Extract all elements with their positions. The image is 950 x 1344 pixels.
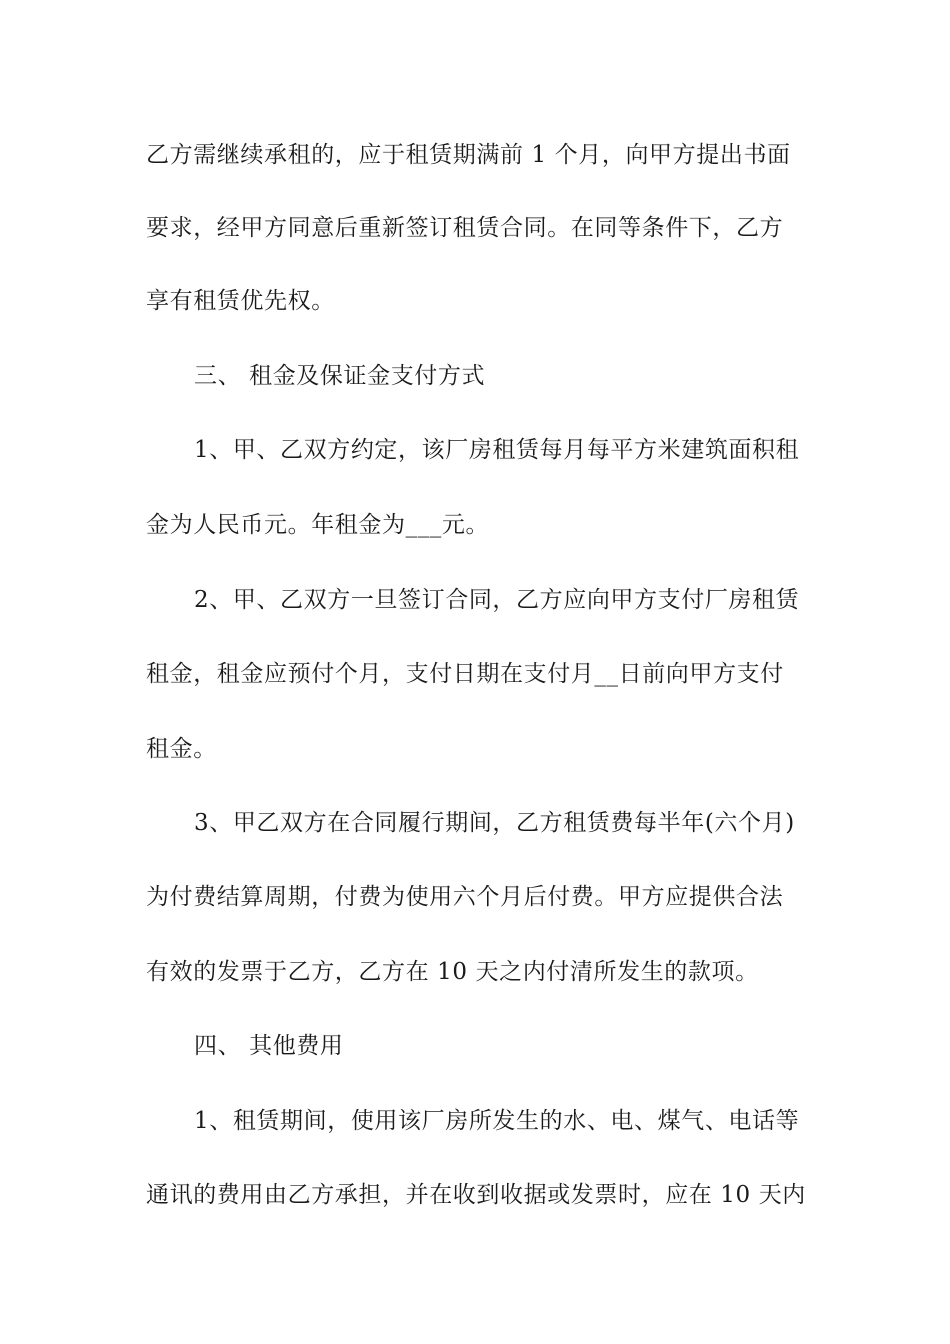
clause-3-3: 3、甲乙双方在合同履行期间，乙方租赁费每半年(六个月) xyxy=(194,810,795,836)
clause-4-1: 1、租赁期间，使用该厂房所发生的水、电、煤气、电话等 xyxy=(194,1108,800,1134)
paragraph-line: 租金。 xyxy=(146,736,217,762)
paragraph-line: 乙方需继续承租的，应于租赁期满前 1 个月，向甲方提出书面 xyxy=(146,142,791,168)
paragraph-line: 租金，租金应预付个月，支付日期在支付月__日前向甲方支付 xyxy=(146,661,784,687)
paragraph-line: 要求，经甲方同意后重新签订租赁合同。在同等条件下，乙方 xyxy=(146,215,784,241)
paragraph-line: 有效的发票于乙方，乙方在 10 天之内付清所发生的款项。 xyxy=(146,959,759,985)
section-heading-3: 三、 租金及保证金支付方式 xyxy=(194,363,486,389)
clause-3-2: 2、甲、乙双方一旦签订合同，乙方应向甲方支付厂房租赁 xyxy=(194,587,800,613)
paragraph-line: 享有租赁优先权。 xyxy=(146,288,335,314)
paragraph-line: 为付费结算周期，付费为使用六个月后付费。甲方应提供合法 xyxy=(146,884,784,910)
paragraph-line: 通讯的费用由乙方承担，并在收到收据或发票时，应在 10 天内 xyxy=(146,1182,806,1208)
clause-3-1: 1、甲、乙双方约定，该厂房租赁每月每平方米建筑面积租 xyxy=(194,437,800,463)
section-heading-4: 四、 其他费用 xyxy=(194,1033,344,1059)
paragraph-line: 金为人民币元。年租金为___元。 xyxy=(146,512,490,538)
